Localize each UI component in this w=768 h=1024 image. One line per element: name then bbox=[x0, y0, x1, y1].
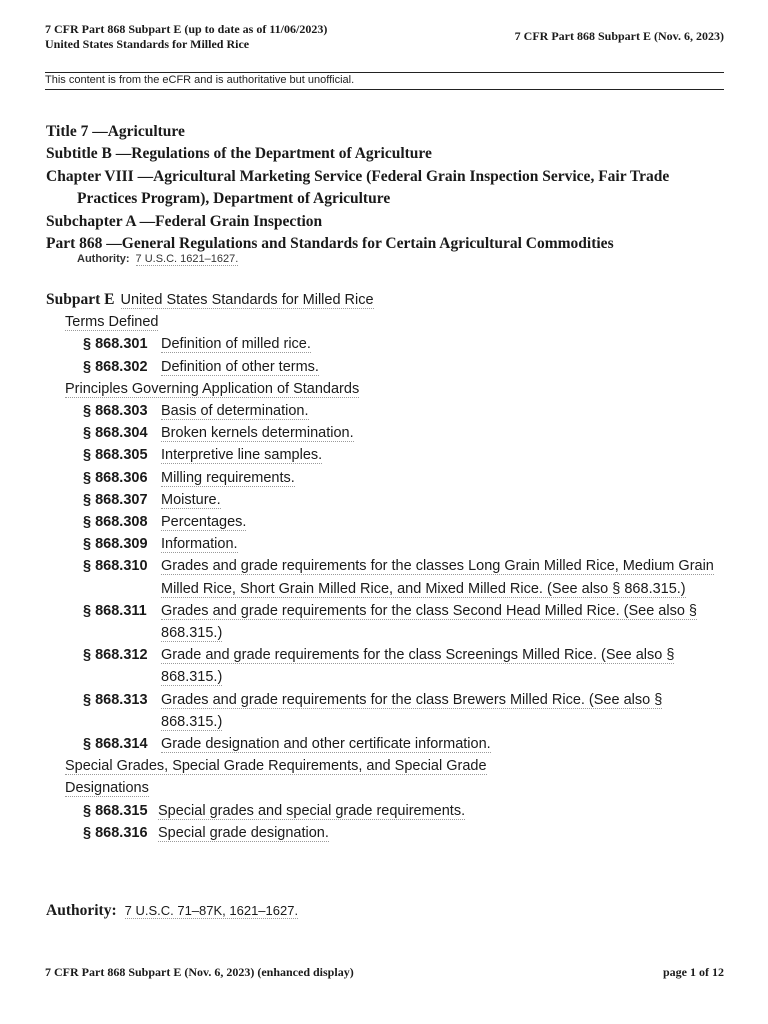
header-rule-top bbox=[45, 72, 724, 73]
section-title-link[interactable]: Moisture. bbox=[161, 491, 221, 508]
section-title-link[interactable]: Interpretive line samples. bbox=[161, 447, 323, 464]
section-number: § 868.302 bbox=[83, 358, 148, 375]
page-number: page 1 of 12 bbox=[663, 965, 724, 979]
toc-section-868-311[interactable] bbox=[0, 600, 723, 644]
section-title-link[interactable]: Grades and grade requirements for the classes Long Grain Milled Rice, Medium Grain Milled Rice, Short Grain Milled Rice, and Mixed Milled Rice. (See also § 868.315.) bbox=[161, 558, 714, 597]
section-title-link[interactable]: Basis of determination. bbox=[161, 403, 309, 420]
section-number: § 868.306 bbox=[83, 469, 148, 486]
section-number: § 868.301 bbox=[83, 336, 148, 353]
subpart-authority bbox=[46, 902, 298, 920]
section-number: § 868.303 bbox=[83, 403, 148, 420]
subpart-authority-link[interactable]: 7 U.S.C. 71–87K, 1621–1627. bbox=[124, 903, 299, 918]
hierarchy-title: Title 7 —Agriculture bbox=[46, 123, 185, 140]
group-heading-principles[interactable] bbox=[0, 378, 495, 400]
group-title[interactable]: Principles Governing Application of Standards bbox=[65, 380, 360, 397]
header-rule-bottom bbox=[45, 89, 724, 90]
toc-section-868-313[interactable] bbox=[0, 689, 723, 733]
section-title-link[interactable]: Broken kernels determination. bbox=[161, 425, 354, 442]
toc-section-868-315[interactable] bbox=[0, 800, 723, 822]
toc-section-868-307[interactable] bbox=[0, 489, 723, 511]
subpart-authority-label: Authority: bbox=[46, 902, 117, 919]
section-title-link[interactable]: Special grades and special grade requirements. bbox=[158, 802, 466, 819]
running-header bbox=[45, 22, 327, 52]
hierarchy-chapter: Chapter VIII —Agricultural Marketing Service (Federal Grain Inspection Service, Fair Trade Practices Program), Department of Agriculture bbox=[46, 167, 670, 208]
toc-section-868-308[interactable] bbox=[0, 511, 723, 533]
section-number: § 868.310 bbox=[83, 558, 148, 575]
toc-section-868-312[interactable] bbox=[0, 644, 723, 688]
toc-section-868-310[interactable] bbox=[0, 555, 723, 599]
section-number: § 868.309 bbox=[83, 536, 148, 553]
subpart-title-link[interactable]: United States Standards for Milled Rice bbox=[120, 292, 374, 308]
toc-section-868-304[interactable] bbox=[0, 422, 723, 444]
part-authority-link[interactable]: 7 U.S.C. 1621–1627. bbox=[135, 253, 239, 265]
group-heading-special-grades[interactable] bbox=[0, 755, 495, 799]
section-title-link[interactable]: Grade designation and other certificate information. bbox=[161, 736, 491, 753]
subpart-heading bbox=[0, 289, 768, 311]
group-heading-terms-defined[interactable] bbox=[0, 311, 495, 333]
toc-section-868-302[interactable] bbox=[0, 356, 723, 378]
toc-section-868-316[interactable] bbox=[0, 822, 723, 844]
section-title-link[interactable]: Grades and grade requirements for the class Brewers Milled Rice. (See also § 868.315.) bbox=[161, 691, 663, 730]
section-number: § 868.308 bbox=[83, 514, 148, 531]
header-doc-id: 7 CFR Part 868 Subpart E (up to date as of 11/06/2023) bbox=[45, 22, 328, 36]
hierarchy-block bbox=[46, 121, 726, 255]
section-number: § 868.305 bbox=[83, 447, 148, 464]
section-number: § 868.312 bbox=[83, 647, 148, 664]
toc-section-868-301[interactable] bbox=[0, 333, 723, 355]
header-doc-title: United States Standards for Milled Rice bbox=[45, 37, 250, 51]
authority-notice: This content is from the eCFR and is authoritative but unofficial. bbox=[45, 74, 355, 86]
section-number: § 868.316 bbox=[83, 824, 148, 841]
table-of-contents bbox=[0, 289, 768, 844]
hierarchy-subchapter: Subchapter A —Federal Grain Inspection bbox=[46, 212, 323, 230]
section-title-link[interactable]: Special grade designation. bbox=[158, 824, 329, 841]
section-number: § 868.307 bbox=[83, 491, 148, 508]
group-title[interactable]: Terms Defined bbox=[65, 314, 159, 331]
toc-section-868-303[interactable] bbox=[0, 400, 723, 422]
section-number: § 868.315 bbox=[83, 802, 148, 819]
section-title-link[interactable]: Percentages. bbox=[161, 514, 247, 531]
toc-section-868-314[interactable] bbox=[0, 733, 723, 755]
group-title[interactable]: Special Grades, Special Grade Requirements, and Special Grade Designations bbox=[65, 758, 487, 797]
header-citation: 7 CFR Part 868 Subpart E (Nov. 6, 2023) bbox=[514, 29, 724, 43]
section-number: § 868.304 bbox=[83, 425, 148, 442]
toc-section-868-305[interactable] bbox=[0, 444, 723, 466]
subpart-label: Subpart E bbox=[46, 291, 115, 308]
hierarchy-subtitle: Subtitle B —Regulations of the Department of Agriculture bbox=[46, 145, 432, 163]
toc-section-868-309[interactable] bbox=[0, 533, 723, 555]
section-title-link[interactable]: Definition of milled rice. bbox=[161, 336, 311, 353]
part-authority-label: Authority: bbox=[77, 253, 130, 265]
toc-section-868-306[interactable] bbox=[0, 467, 723, 489]
part-authority bbox=[77, 253, 238, 265]
section-number: § 868.314 bbox=[83, 736, 148, 753]
section-title-link[interactable]: Milling requirements. bbox=[161, 469, 295, 486]
section-number: § 868.311 bbox=[83, 602, 147, 619]
section-title-link[interactable]: Information. bbox=[161, 536, 238, 553]
section-title-link[interactable]: Grade and grade requirements for the class Screenings Milled Rice. (See also § 868.315.) bbox=[161, 647, 675, 686]
section-title-link[interactable]: Grades and grade requirements for the class Second Head Milled Rice. (See also § 868.315.) bbox=[161, 602, 697, 642]
section-number: § 868.313 bbox=[83, 691, 148, 708]
footer-citation: 7 CFR Part 868 Subpart E (Nov. 6, 2023) (enhanced display) bbox=[45, 965, 354, 979]
section-title-link[interactable]: Definition of other terms. bbox=[161, 358, 319, 375]
hierarchy-part: Part 868 —General Regulations and Standards for Certain Agricultural Commodities bbox=[46, 235, 614, 253]
